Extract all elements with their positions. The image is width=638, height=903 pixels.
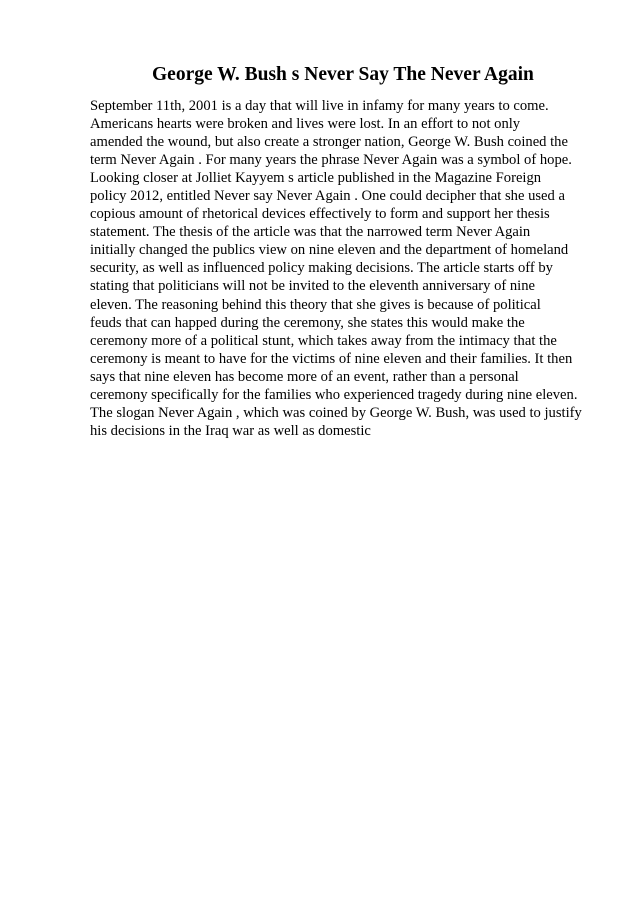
text-line: ceremony is meant to have for the victims of nine eleven and their families. It then bbox=[90, 350, 573, 367]
body-paragraph bbox=[90, 97, 582, 440]
text-line: amended the wound, but also create a stronger nation, George W. Bush coined the bbox=[90, 134, 568, 151]
text-line: ceremony specifically for the families who experienced tragedy during nine eleven. bbox=[90, 386, 578, 403]
text-line: his decisions in the Iraq war as well as domestic bbox=[90, 422, 371, 439]
text-line: stating that politicians will not be invited to the eleventh anniversary of nine bbox=[90, 278, 536, 295]
text-line: copious amount of rhetorical devices effectively to form and support her thesis bbox=[90, 206, 550, 223]
text-line: eleven. The reasoning behind this theory that she gives is because of political bbox=[90, 296, 541, 313]
text-line: says that nine eleven has become more of an event, rather than a personal bbox=[90, 368, 519, 385]
text-line: security, as well as influenced policy making decisions. The article starts off by bbox=[90, 260, 553, 277]
document-title: George W. Bush s Never Say The Never Again bbox=[152, 64, 534, 85]
text-line: September 11th, 2001 is a day that will live in infamy for many years to come. bbox=[90, 98, 549, 114]
text-line: Americans hearts were broken and lives were lost. In an effort to not only bbox=[90, 116, 521, 133]
text-line: feuds that can happed during the ceremony, she states this would make the bbox=[90, 314, 525, 331]
text-line: term Never Again . For many years the phrase Never Again was a symbol of hope. bbox=[90, 152, 572, 169]
text-line: ceremony more of a political stunt, which takes away from the intimacy that the bbox=[90, 332, 557, 349]
text-line: policy 2012, entitled Never say Never Again . One could decipher that she used a bbox=[90, 188, 565, 205]
text-line: initially changed the publics view on nine eleven and the department of homeland bbox=[90, 242, 569, 259]
text-line: The slogan Never Again , which was coined by George W. Bush, was used to justify bbox=[90, 404, 582, 421]
text-line: Looking closer at Jolliet Kayyem s article published in the Magazine Foreign bbox=[90, 170, 542, 187]
text-line: statement. The thesis of the article was that the narrowed term Never Again bbox=[90, 224, 531, 241]
